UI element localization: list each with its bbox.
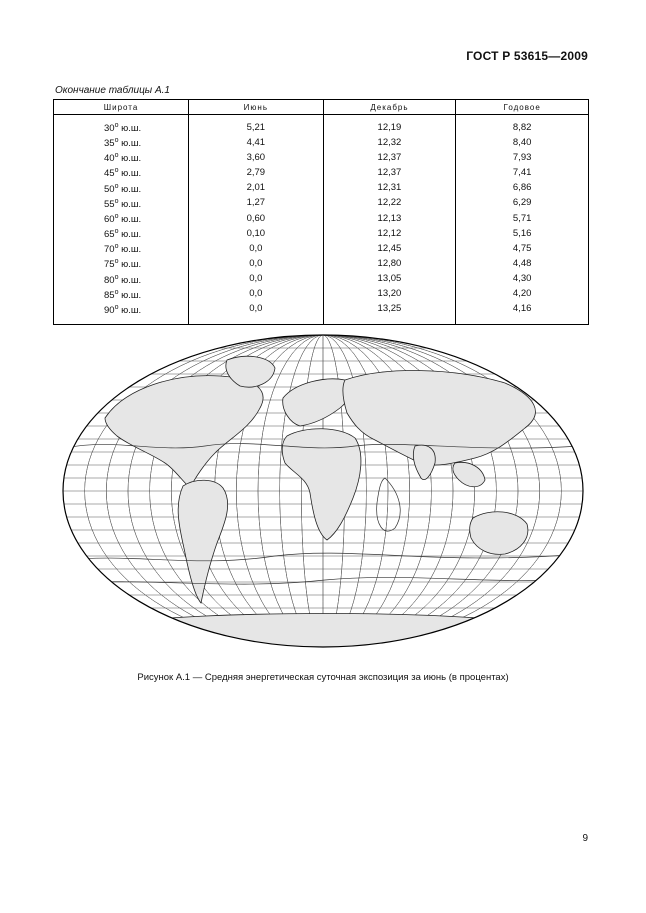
latitude-unit: ю.ш.: [118, 274, 142, 286]
cell-june: 3,60: [189, 150, 323, 165]
cell-latitude: [54, 226, 189, 241]
cell-latitude: [54, 135, 189, 150]
column-header-latitude: Широта: [54, 100, 189, 115]
cell-june: 2,79: [189, 165, 323, 180]
latitude-value: 45: [104, 168, 115, 180]
table-row: [54, 287, 589, 302]
latitude-value: 65: [104, 229, 115, 241]
cell-december: 12,22: [323, 196, 456, 211]
cell-annual: 6,29: [456, 196, 589, 211]
cell-june: 0,0: [189, 287, 323, 302]
degree-sign: о: [114, 303, 119, 311]
latitude-unit: ю.ш.: [118, 198, 142, 210]
column-header-annual: Годовое: [456, 100, 589, 115]
degree-sign: о: [114, 122, 119, 129]
degree-sign: о: [114, 137, 119, 145]
table-row: [54, 165, 589, 180]
world-map: [55, 328, 591, 654]
africa-shape: [282, 429, 361, 540]
southeast-asia-shape: [453, 462, 485, 486]
cell-december: 12,12: [323, 226, 456, 241]
latitude-unit: ю.ш.: [118, 214, 142, 226]
cell-december: 12,13: [323, 211, 456, 226]
cell-annual: 6,86: [456, 181, 589, 196]
latitude-unit: ю.ш.: [118, 123, 142, 135]
latitude-unit: ю.ш.: [118, 244, 142, 256]
asia-shape: [343, 371, 536, 466]
cell-december: 12,45: [323, 241, 456, 256]
latitude-unit: ю.ш.: [118, 153, 142, 165]
latitude-value: 75: [104, 259, 115, 271]
cell-annual: 4,75: [456, 241, 589, 256]
latitude-value: 70: [104, 244, 115, 256]
cell-annual: 4,20: [456, 287, 589, 302]
table-row: [54, 302, 589, 325]
latitude-unit: ю.ш.: [118, 229, 142, 241]
antarctica-shape: [115, 614, 531, 655]
table-row: [54, 196, 589, 211]
latitude-value: 80: [104, 274, 115, 286]
cell-annual: 8,82: [456, 115, 589, 136]
cell-latitude: [54, 196, 189, 211]
latitude-value: 60: [104, 214, 115, 226]
cell-latitude: [54, 287, 189, 302]
cell-june: 0,0: [189, 256, 323, 271]
degree-sign: о: [114, 182, 119, 190]
latitude-value: 30: [104, 123, 115, 135]
latitude-unit: ю.ш.: [118, 259, 142, 271]
cell-annual: 5,71: [456, 211, 589, 226]
latitude-value: 50: [104, 183, 115, 195]
latitude-value: 40: [104, 153, 115, 165]
cell-june: 2,01: [189, 181, 323, 196]
table-row: [54, 241, 589, 256]
degree-sign: о: [114, 212, 119, 220]
cell-annual: 5,16: [456, 226, 589, 241]
cell-june: 0,10: [189, 226, 323, 241]
degree-sign: о: [114, 228, 119, 236]
cell-june: 0,0: [189, 272, 323, 287]
cell-annual: 4,48: [456, 256, 589, 271]
south-america-shape: [178, 480, 227, 603]
cell-june: 5,21: [189, 115, 323, 136]
cell-december: 13,20: [323, 287, 456, 302]
column-header-december: Декабрь: [323, 100, 456, 115]
cell-june: 4,41: [189, 135, 323, 150]
cell-latitude: [54, 165, 189, 180]
column-header-june: Июнь: [189, 100, 323, 115]
cell-december: 12,80: [323, 256, 456, 271]
cell-june: 0,60: [189, 211, 323, 226]
australia-shape: [470, 512, 528, 555]
cell-annual: 4,30: [456, 272, 589, 287]
table-body: [54, 115, 589, 325]
latitude-value: 35: [104, 138, 115, 150]
cell-december: 12,32: [323, 135, 456, 150]
cell-june: 0,0: [189, 302, 323, 325]
cell-annual: 4,16: [456, 302, 589, 325]
degree-sign: о: [114, 288, 119, 296]
figure-caption: Рисунок А.1 — Средняя энергетическая суточная экспозиция за июнь (в процентах): [137, 672, 509, 683]
latitude-unit: ю.ш.: [118, 168, 142, 180]
cell-latitude: [54, 241, 189, 256]
latitude-unit: ю.ш.: [118, 289, 142, 301]
degree-sign: о: [114, 273, 119, 281]
cell-december: 12,37: [323, 150, 456, 165]
north-america-shape: [105, 376, 263, 488]
standard-number: ГОСТ Р 53615—2009: [466, 49, 588, 63]
degree-sign: о: [114, 167, 119, 175]
cell-december: 12,31: [323, 181, 456, 196]
page-number: 9: [582, 833, 588, 844]
cell-latitude: [54, 181, 189, 196]
table-row: [54, 211, 589, 226]
table-row: [54, 226, 589, 241]
continents: [105, 356, 535, 654]
latitude-unit: ю.ш.: [118, 305, 142, 317]
cell-june: 0,0: [189, 241, 323, 256]
latitude-unit: ю.ш.: [118, 183, 142, 195]
degree-sign: о: [114, 258, 119, 266]
cell-december: 13,05: [323, 272, 456, 287]
table-row: [54, 150, 589, 165]
table-row: [54, 256, 589, 271]
cell-december: 12,19: [323, 115, 456, 136]
cell-latitude: [54, 150, 189, 165]
latitude-value: 90: [104, 305, 115, 317]
table-caption: Окончание таблицы А.1: [55, 85, 170, 96]
cell-june: 1,27: [189, 196, 323, 211]
cell-december: 13,25: [323, 302, 456, 325]
table-header-row: [54, 100, 589, 115]
cell-annual: 7,41: [456, 165, 589, 180]
degree-sign: о: [114, 243, 119, 251]
data-table: [53, 99, 589, 325]
table-row: [54, 115, 589, 136]
europe-shape: [283, 379, 351, 426]
latitude-value: 55: [104, 198, 115, 210]
latitude-value: 85: [104, 289, 115, 301]
cell-latitude: [54, 302, 189, 325]
table-row: [54, 135, 589, 150]
degree-sign: о: [114, 152, 119, 160]
cell-latitude: [54, 211, 189, 226]
india-shape: [413, 445, 435, 479]
cell-december: 12,37: [323, 165, 456, 180]
latitude-unit: ю.ш.: [118, 138, 142, 150]
degree-sign: о: [114, 197, 119, 205]
table-row: [54, 181, 589, 196]
cell-latitude: [54, 272, 189, 287]
cell-annual: 7,93: [456, 150, 589, 165]
table-row: [54, 272, 589, 287]
cell-latitude: [54, 256, 189, 271]
cell-latitude: [54, 115, 189, 136]
cell-annual: 8,40: [456, 135, 589, 150]
